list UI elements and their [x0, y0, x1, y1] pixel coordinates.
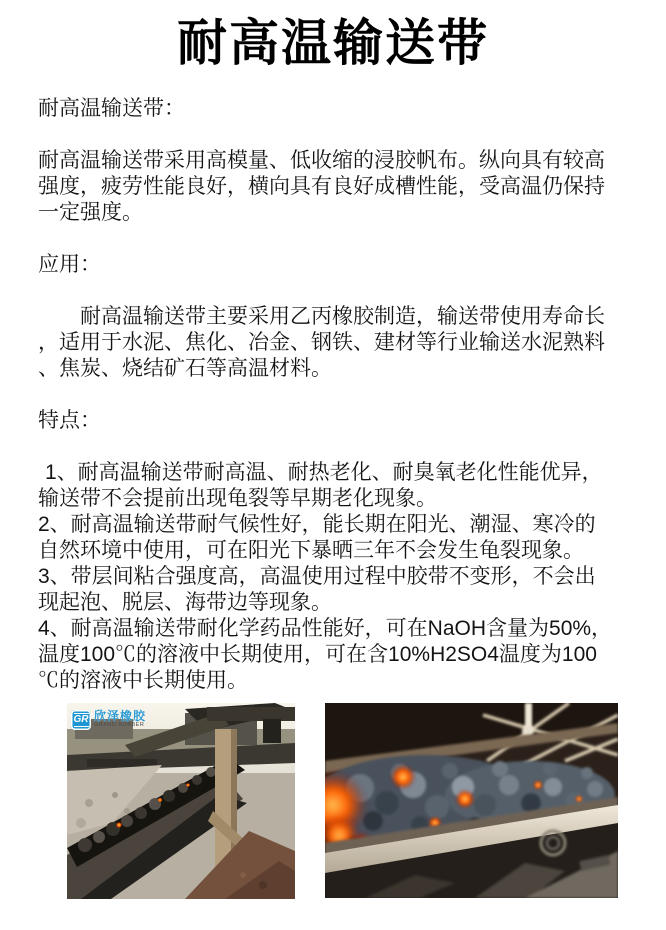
page-title: 耐高温输送带	[177, 15, 489, 71]
features-label: 特点：	[38, 409, 101, 432]
intro-paragraph: 耐高温输送带采用高模量、低收缩的浸胶帆布。纵向具有较高强度，疲劳性能良好，横向具有良好成槽性能，受高温仍保持一定强度。	[38, 149, 605, 224]
brand-watermark	[71, 710, 146, 730]
conveyor-site-illustration	[67, 703, 295, 899]
logo-name-en: GRAND RUBBER	[94, 722, 145, 728]
feature-item-1: 1、耐高温输送带耐高温、耐热老化、耐臭氧老化性能优异，输送带不会提前出现龟裂等早期老化现象。	[38, 461, 603, 510]
photo-row	[0, 703, 666, 899]
gr-logo-icon	[71, 710, 91, 730]
feature-item-3: 3、带层间粘合强度高，高温使用过程中胶带不变形，不会出现起泡、脱层、海带边等现象。	[38, 565, 596, 614]
logo-name-cn: 欣泽橡胶	[94, 709, 147, 723]
application-label: 应用：	[38, 253, 101, 276]
application-paragraph: 耐高温输送带主要采用乙丙橡胶制造，输送带使用寿命长，适用于水泥、焦化、冶金、钢铁、建材等行业输送水泥熟料、焦炭、烧结矿石等高温材料。	[38, 305, 605, 380]
photo-conveyor-site	[67, 703, 295, 899]
feature-item-2: 2、耐高温输送带耐气候性好，能长期在阳光、潮湿、寒冷的自然环境中使用，可在阳光下暴晒三年不会发生龟裂现象。	[38, 513, 596, 562]
article-body	[38, 96, 616, 694]
photo-hot-material-closeup	[325, 703, 618, 898]
gr-monogram: GR	[73, 714, 89, 725]
feature-item-4: 4、耐高温输送带耐化学药品性能好，可在NaOH含量为50%，温度100℃的溶液中长期使用，可在含10%H2SO4温度为100℃的溶液中长期使用。	[38, 617, 613, 692]
hot-material-illustration	[325, 703, 618, 898]
intro-label: 耐高温输送带：	[38, 97, 185, 120]
